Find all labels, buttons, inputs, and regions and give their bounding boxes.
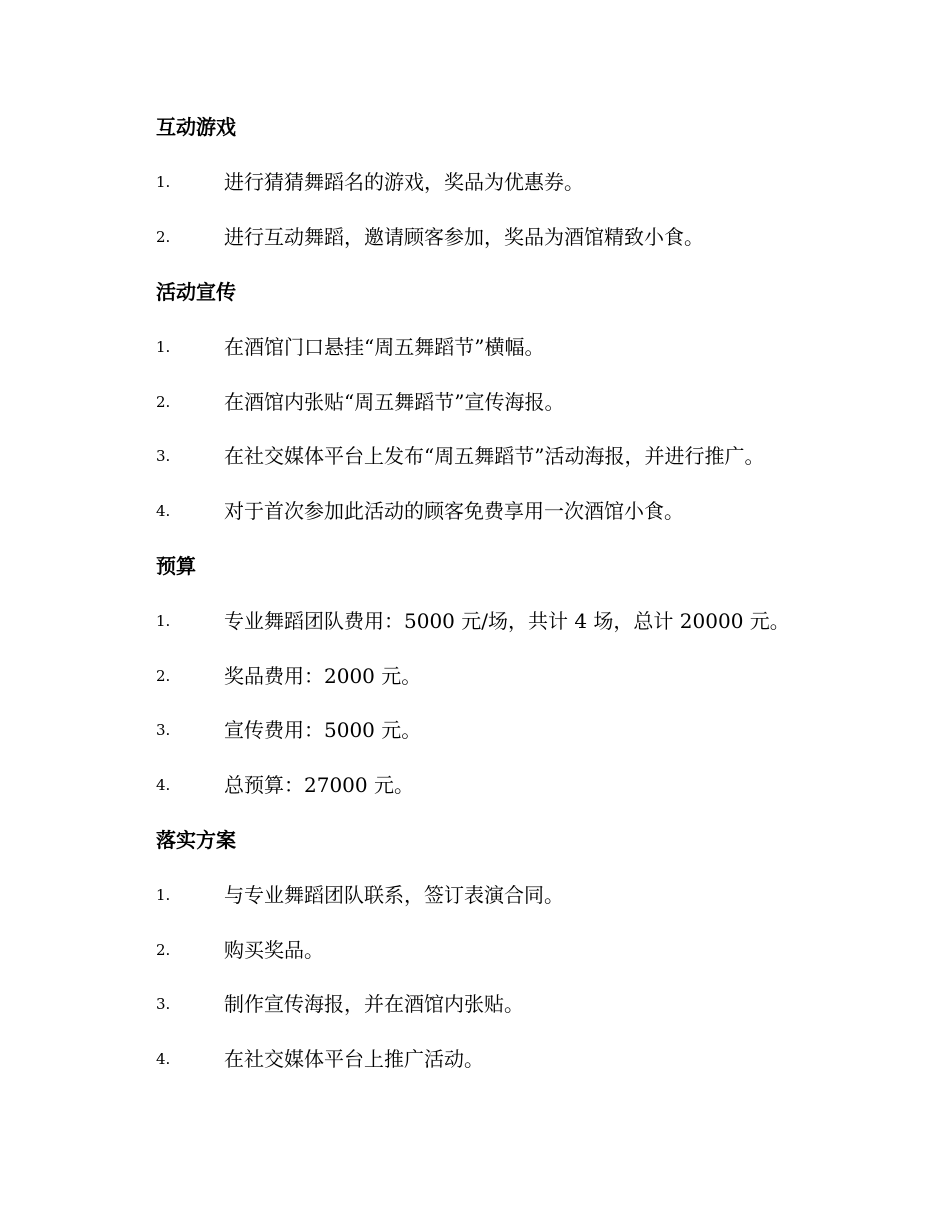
list-item: [0, 499, 950, 523]
list-item-number: 1.: [156, 886, 171, 904]
list-item: [0, 773, 950, 797]
list-item-number: 4.: [156, 776, 171, 794]
list-item-text: 在酒馆门口悬挂“周五舞蹈节”横幅。: [224, 335, 545, 359]
section-heading-interactive-games: 互动游戏: [156, 115, 236, 139]
list-item: [0, 335, 950, 359]
list-item-text: 对于首次参加此活动的顾客免费享用一次酒馆小食。: [224, 499, 684, 523]
list-item: [0, 170, 950, 194]
list-item: [0, 609, 950, 633]
list-item-number: 2.: [156, 393, 171, 411]
list-item-number: 3.: [156, 721, 171, 739]
list-item: [0, 938, 950, 962]
list-item-number: 1.: [156, 612, 171, 630]
list-item: [0, 225, 950, 249]
list-item-text: 在社交媒体平台上推广活动。: [224, 1047, 484, 1071]
list-item-text: 在社交媒体平台上发布“周五舞蹈节”活动海报，并进行推广。: [224, 444, 765, 468]
list-item-text: 与专业舞蹈团队联系，签订表演合同。: [224, 883, 564, 907]
list-item-text: 进行互动舞蹈，邀请顾客参加，奖品为酒馆精致小食。: [224, 225, 704, 249]
list-item-text: 在酒馆内张贴“周五舞蹈节”宣传海报。: [224, 390, 565, 414]
list-item-text: 宣传费用：5000 元。: [224, 718, 422, 742]
list-item-number: 2.: [156, 667, 171, 685]
list-item-text: 制作宣传海报，并在酒馆内张贴。: [224, 992, 524, 1016]
section-heading-budget: 预算: [156, 554, 196, 578]
list-item-number: 4.: [156, 502, 171, 520]
list-item: [0, 664, 950, 688]
list-item-text: 奖品费用：2000 元。: [224, 664, 422, 688]
list-item-number: 4.: [156, 1050, 171, 1068]
list-item: [0, 444, 950, 468]
list-item: [0, 390, 950, 414]
section-heading-implementation: 落实方案: [156, 828, 236, 852]
list-item-text: 专业舞蹈团队费用：5000 元/场，共计 4 场，总计 20000 元。: [224, 609, 790, 633]
list-item-number: 1.: [156, 338, 171, 356]
list-item-number: 2.: [156, 228, 171, 246]
list-item-number: 3.: [156, 447, 171, 465]
section-heading-promotion: 活动宣传: [156, 280, 236, 304]
list-item-number: 3.: [156, 995, 171, 1013]
list-item-number: 2.: [156, 941, 171, 959]
list-item-text: 进行猜猜舞蹈名的游戏，奖品为优惠券。: [224, 170, 584, 194]
list-item-text: 总预算：27000 元。: [224, 773, 414, 797]
list-item: [0, 992, 950, 1016]
list-item-number: 1.: [156, 173, 171, 191]
list-item: [0, 718, 950, 742]
list-item: [0, 883, 950, 907]
list-item-text: 购买奖品。: [224, 938, 324, 962]
list-item: [0, 1047, 950, 1071]
